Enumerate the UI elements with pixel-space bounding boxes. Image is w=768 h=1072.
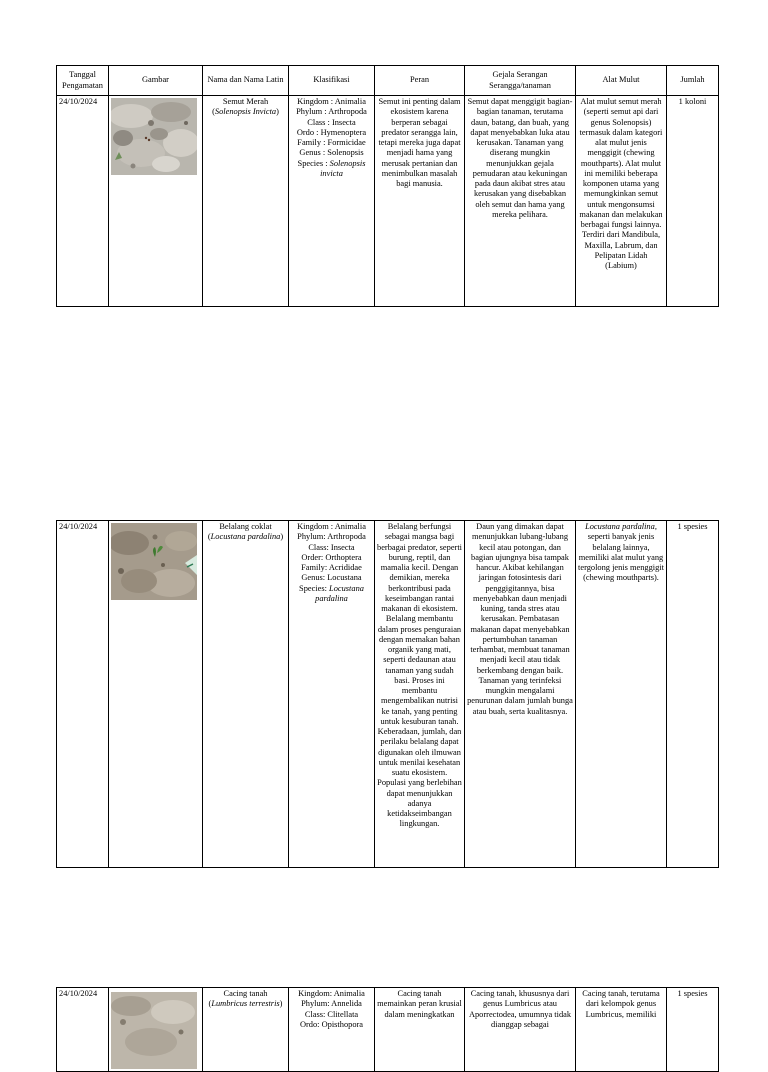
common-name: Semut Merah xyxy=(222,97,269,106)
mouthparts-latin: Locustana pardalina xyxy=(585,522,655,531)
species-latin: Solenopsis invicta xyxy=(320,158,366,178)
classification-cell xyxy=(289,988,375,1072)
classification-line: Genus: Locustana xyxy=(301,573,362,583)
classification-line: Ordo : Hymenoptera xyxy=(296,127,367,137)
mouthparts-cell: Alat mulut semut merah (seperti semut api dari genus Solenopsis) termasuk dalam kategori alat mulut jenis menggigit (chewing mouthparts). Alat mulut ini memiliki beberapa komponen utama yang memungkinkan semut untuk mengonsumsi makanan dan melakukan berbagai fungsi lainnya. Terdiri dari Mandibula, Maxilla, Labrum, dan Pelipatan Lidah (Labium) xyxy=(576,96,667,307)
latin-name: Locustana pardalina xyxy=(210,532,281,542)
header-symptoms: Gejala Serangan Serangga/tanaman xyxy=(465,66,576,96)
soil-photo-earthworm-icon xyxy=(111,992,197,1069)
classification-line: Kingdom: Animalia xyxy=(298,989,365,998)
observation-table-2 xyxy=(56,520,719,868)
name-cell: Semut Merah (Solenopsis Invicta) xyxy=(203,96,289,307)
name-cell: Belalang coklat (Locustana pardalina) xyxy=(203,521,289,868)
role-cell: Semut ini penting dalam ekosistem karena berperan sebagai predator serangga lain, tetapi mereka juga dapat menjadi hama yang merusak pertanian dan menimbulkan masalah bagi manusia. xyxy=(375,96,465,307)
classification-line: Family: Acrididae xyxy=(301,563,362,572)
table-row xyxy=(57,96,719,307)
header-mouthparts: Alat Mulut xyxy=(576,66,667,96)
classification-line xyxy=(291,159,372,180)
soil-photo-ants-icon xyxy=(111,98,197,175)
count-cell: 1 koloni xyxy=(667,96,719,307)
classification-cell xyxy=(289,96,375,307)
species-label: Species : xyxy=(297,158,330,168)
header-classification: Klasifikasi xyxy=(289,66,375,96)
count-cell: 1 spesies xyxy=(667,988,719,1072)
header-image: Gambar xyxy=(109,66,203,96)
mouthparts-text: , seperti banyak jenis belalang lainnya, memiliki alat mulut yang tergolong jenis menggigit (chewing mouthparts). xyxy=(578,522,664,583)
symptoms-cell: Daun yang dimakan dapat menunjukkan lubang-lubang kecil atau potongan, dan bagian ujungnya bisa tampak hancur. Akibat kehilangan jaringan fotosintesis dari penggigitannya, bisa menyebabkan daun menjadi kuning, tanda stres atau kerusakan. Pembatasan makanan dapat menyebabkan pertumbuhan tanaman terhambat, membuat tanaman menjadi kecil atau tidak berkembang dengan baik. Tanaman yang terinfeksi mungkin mengalami penurunan dalam jumlah bunga atau buah, serta kualitasnya. xyxy=(465,521,576,868)
image-cell xyxy=(109,521,203,868)
classification-line: Family : Formicidae xyxy=(297,138,366,147)
header-date: Tanggal Pengamatan xyxy=(57,66,109,96)
latin-name: Solenopsis Invicta xyxy=(214,107,277,117)
header-name: Nama dan Nama Latin xyxy=(203,66,289,96)
classification-line: Class : Insecta xyxy=(307,117,356,127)
mouthparts-cell xyxy=(576,521,667,868)
classification-line: Phylum: Annelida xyxy=(301,999,362,1009)
latin-name: Lumbricus terrestris xyxy=(211,999,280,1009)
classification-cell xyxy=(289,521,375,868)
classification-line: Phylum : Arthropoda xyxy=(296,107,367,117)
classification-line xyxy=(291,584,372,605)
count-cell: 1 spesies xyxy=(667,521,719,868)
mouthparts-cell: Cacing tanah, terutama dari kelompok genus Lumbricus, memiliki xyxy=(576,988,667,1072)
header-count: Jumlah xyxy=(667,66,719,96)
classification-line: Kingdom : Animalia xyxy=(297,522,366,531)
image-cell xyxy=(109,988,203,1072)
classification-line: Kingdom : Animalia xyxy=(297,97,366,106)
classification-line: Phylum: Arthropoda xyxy=(297,532,366,542)
date-cell: 24/10/2024 xyxy=(57,96,109,307)
species-label: Species: xyxy=(299,583,330,593)
classification-line: Class: Insecta xyxy=(308,542,355,552)
observation-table-1 xyxy=(56,65,719,307)
soil-photo-grasshopper-icon xyxy=(111,523,197,600)
name-cell: Cacing tanah (Lumbricus terrestris) xyxy=(203,988,289,1072)
date-cell: 24/10/2024 xyxy=(57,988,109,1072)
table-row xyxy=(57,521,719,868)
table-row xyxy=(57,988,719,1072)
observation-table-3 xyxy=(56,987,719,1072)
role-cell: Belalang berfungsi sebagai mangsa bagi berbagai predator, seperti burung, reptil, dan mamalia kecil. Dengan demikian, mereka berkontribusi pada keseimbangan rantai makanan di ekosistem. Belalang membantu dalam proses penguraian dengan memakan bahan organik yang mati, seperti dedaunan atau tanaman yang sudah basi. Proses ini membantu mengembalikan nutrisi ke tanah, yang penting untuk kesuburan tanah. Keberadaan, jumlah, dan perilaku belalang dapat digunakan oleh ilmuwan untuk menilai kesehatan suatu ekosistem. Populasi yang berlebihan dapat menunjukkan adanya ketidakseimbangan lingkungan. xyxy=(375,521,465,868)
table-header-row xyxy=(57,66,719,96)
common-name: Belalang coklat xyxy=(219,522,272,531)
common-name: Cacing tanah xyxy=(223,989,268,998)
date-cell: 24/10/2024 xyxy=(57,521,109,868)
classification-line: Order: Orthoptera xyxy=(301,552,362,562)
header-role: Peran xyxy=(375,66,465,96)
symptoms-cell: Semut dapat menggigit bagian-bagian tanaman, terutama daun, batang, dan buah, yang dapat menyebabkan luka atau kerusakan. Tanaman yang diserang mungkin menunjukkan gejala pemudaran atau kekuningan pada daun akibat stres atau kerusakan yang disebabkan oleh semut dan hama yang mereka pelihara. xyxy=(465,96,576,307)
classification-line: Ordo: Opisthopora xyxy=(299,1019,364,1029)
classification-line: Genus : Solenopsis xyxy=(299,148,364,158)
symptoms-cell: Cacing tanah, khususnya dari genus Lumbricus atau Aporrectodea, umumnya tidak dianggap sebagai xyxy=(465,988,576,1072)
role-cell: Cacing tanah memainkan peran krusial dalam meningkatkan xyxy=(375,988,465,1072)
classification-line: Class: Clitellata xyxy=(304,1009,359,1019)
species-latin: Locustana pardalina xyxy=(315,583,364,603)
image-cell xyxy=(109,96,203,307)
